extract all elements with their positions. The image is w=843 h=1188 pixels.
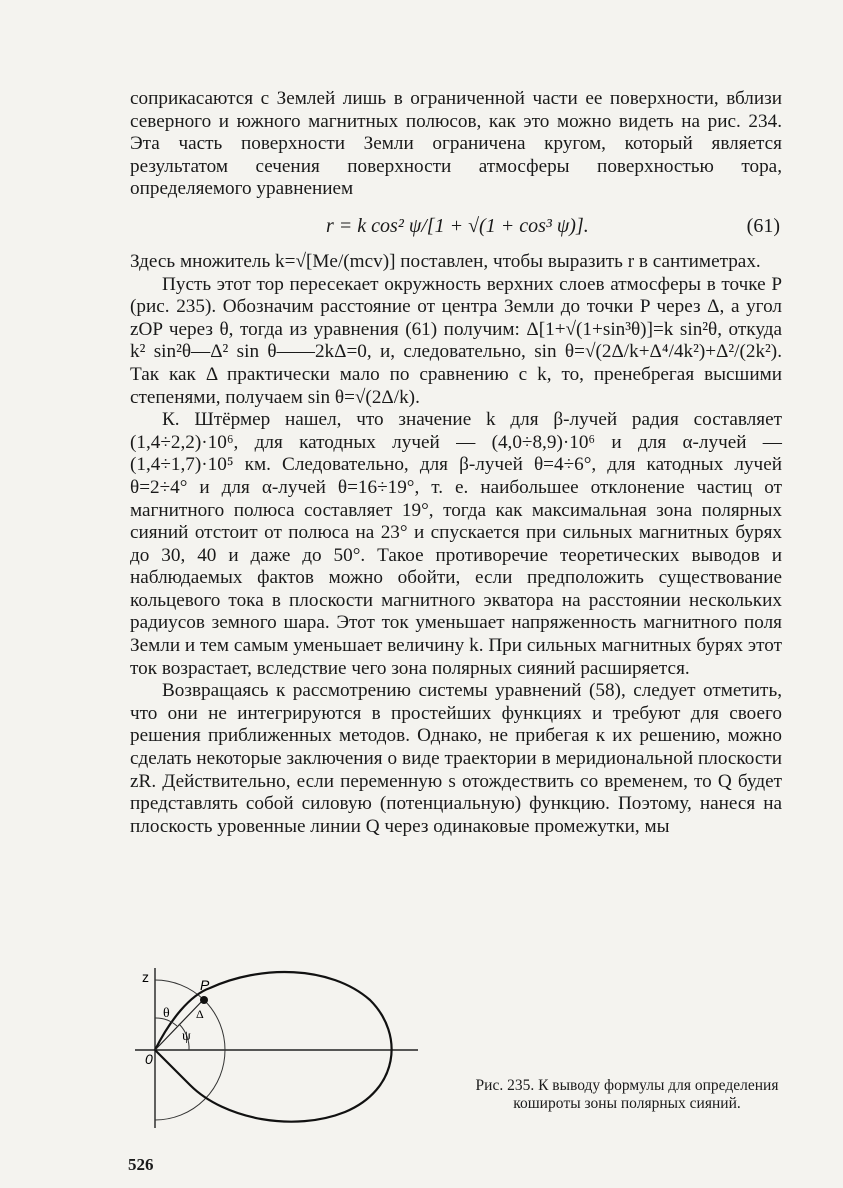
- equation-expression: r = k cos² ψ/[1 + √(1 + cos³ ψ)].: [326, 214, 589, 237]
- torus-section: [155, 972, 392, 1122]
- label-z: z: [142, 969, 149, 985]
- page-number: 526: [128, 1155, 154, 1174]
- paragraph-3: Пусть этот тор пересекает окружность верхних слоев атмосферы в точке P (рис. 235). Обозначим расстояние от центра Земли до точки P через Δ, а угол zOP через θ, тогда из уравнения (61) получим: Δ[1+√(1+sin³θ)]=k sin²θ, откуда k² sin²θ—Δ² sin θ——2kΔ=0, и, следовательно, sin θ=√(2Δ/k+Δ⁴/4k²)+Δ²/(2k²). Так как Δ практически мало по сравнению с k, то, пренебрегая высшими степенями, получаем sin θ=√(2Δ/k).: [130, 273, 782, 408]
- paragraph-5: Возвращаясь к рассмотрению системы уравнений (58), следует отметить, что они не интегрируются в простейших функциях и требуют для своего решения приближенных методов. Однако, не прибегая к их решению, можно сделать некоторые заключения о виде траектории в меридиональной плоскости zR. Действительно, если переменную s отождествить со временем, то Q будет представлять собой силовую (потенциальную) функцию. Поэтому, нанеся на плоскость уровенные линии Q через одинаковые промежутки, мы: [130, 680, 782, 837]
- equation-61: [130, 207, 782, 247]
- label-origin: 0: [145, 1051, 153, 1067]
- point-p: [200, 996, 208, 1004]
- equation-number: (61): [746, 214, 780, 237]
- paragraph-2: Здесь множитель k=√[Me/(mcv)] поставлен, чтобы выразить r в сантиметрах.: [130, 250, 761, 272]
- label-p: P: [200, 977, 210, 993]
- figure-caption: Рис. 235. К выводу формулы для определения коширoты зоны полярных сияний.: [475, 1077, 779, 1112]
- body-text: [130, 88, 782, 838]
- label-psi: ψ: [182, 1029, 191, 1044]
- paragraph-1: соприкасаются с Землей лишь в ограниченной части ее поверхности, вблизи северного и южного магнитных полюсов, как это можно видеть на рис. 234. Эта часть поверхности Земли ограничена кругом, который является результатом сечения поверхности атмосферы поверхностью тора, определяемого уравнением: [130, 88, 782, 200]
- figure-235: [130, 960, 420, 1130]
- paragraph-4: К. Штёрмер нашел, что значение k для β-лучей радия составляет (1,4÷2,2)·10⁶, для катодных лучей — (4,0÷8,9)·10⁶ и для α-лучей — (1,4÷1,7)·10⁵ км. Следовательно, для β-лучей θ=4÷6°, для катодных лучей θ=2÷4° и для α-лучей θ=16÷19°, т. е. наибольшее отклонение частиц от магнитного полюса составляет 19°, тогда как максимальная зона полярных сияний отстоит от полюса на 23° и спускается при сильных магнитных бурях до 30, 40 и даже до 50°. Такое противоречие теоретических выводов и наблюдаемых фактов можно обойти, если предположить существование кольцевого тока в плоскости магнитного экватора на расстоянии нескольких радиусов земного шара. Этот ток уменьшает напряженность магнитного поля Земли и тем самым уменьшает величину k. При сильных магнитных бурях этот ток возрастает, вследствие чего зона полярных сияний расширяется.: [130, 409, 782, 679]
- label-theta: θ: [163, 1006, 170, 1021]
- label-delta: Δ: [196, 1007, 204, 1021]
